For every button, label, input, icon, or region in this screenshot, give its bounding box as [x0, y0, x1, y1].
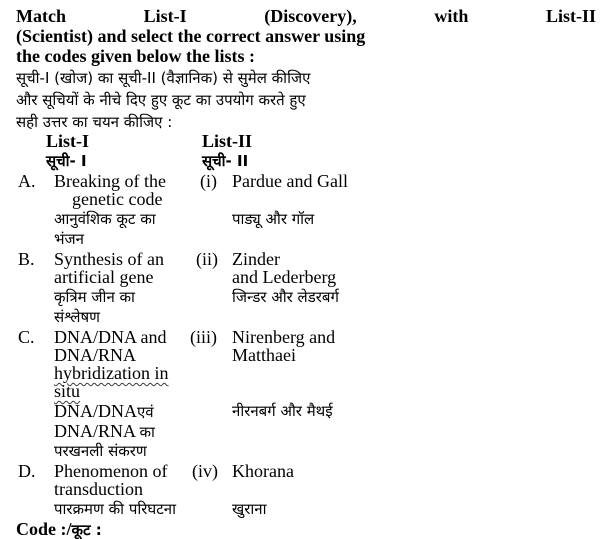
row-c-discovery-line-6 [54, 422, 155, 441]
row-c-numeral: (iii) [190, 327, 217, 347]
question-line-1 [16, 6, 596, 26]
row-c-text-hindi: का [139, 423, 155, 441]
question-word: List-I [143, 6, 187, 26]
question-word: with [434, 6, 469, 26]
row-d-discovery-line-1: Phenomenon of [54, 461, 168, 481]
question-word: Match [16, 6, 66, 26]
row-a-discovery-line-2: genetic code [72, 189, 163, 209]
row-c-discovery-hindi-7: परखनली संकरण [54, 442, 147, 460]
row-c-discovery-line-1: DNA/DNA and [54, 327, 167, 347]
question-word: List-II [545, 6, 596, 26]
row-c-scientist-line-2: Matthaei [232, 345, 296, 365]
row-c-text: DNA/DNA [54, 401, 137, 421]
row-b-discovery-line-1: Synthesis of an [54, 249, 164, 269]
row-c-discovery-line-5 [54, 402, 154, 421]
row-d-scientist: Khorana [232, 461, 294, 481]
row-a-discovery-hindi-1: आनुवंशिक कूट का [54, 210, 156, 228]
list-2-header: List-II [202, 131, 253, 151]
row-a-discovery-line-1: Breaking of the [54, 171, 166, 191]
question-hindi-line-2: और सूचियों के नीचे दिए हुए कूट का उपयोग करते हुए [16, 91, 306, 109]
row-d-letter: D. [18, 461, 36, 481]
question-hindi-line-3: सही उत्तर का चयन कीजिए : [16, 113, 173, 131]
row-c-scientist-hindi: नीरनबर्ग और मैथई [232, 402, 333, 420]
row-a-numeral: (i) [200, 171, 217, 191]
code-label [16, 520, 102, 539]
row-b-letter: B. [18, 249, 35, 269]
row-c-discovery-line-2: DNA/RNA [54, 345, 137, 365]
row-d-scientist-hindi: खुराना [232, 500, 267, 518]
row-c-text: DNA/RNA [54, 421, 140, 441]
row-c-discovery-line-3: hybridization in [54, 363, 169, 383]
code-label-hi: कूट : [71, 521, 102, 539]
row-a-discovery-hindi-2: भंजन [54, 230, 85, 248]
row-c-text-hindi: एवं [137, 403, 154, 421]
code-label-en: Code :/ [16, 519, 72, 539]
row-b-scientist-line-1: Zinder [232, 249, 280, 269]
row-c-scientist-line-1: Nirenberg and [232, 327, 336, 347]
row-d-discovery-hindi-1: पारक्रमण की परिघटना [54, 500, 176, 518]
row-c-letter: C. [18, 327, 35, 347]
row-b-discovery-line-2: artificial gene [54, 267, 154, 287]
row-b-discovery-hindi-1: कृत्रिम जीन का [54, 288, 135, 306]
list-1-header: List-I [46, 131, 90, 151]
row-a-letter: A. [18, 171, 36, 191]
row-c-discovery-line-4: situ [54, 381, 81, 401]
question-line-2: (Scientist) and select the correct answer using [16, 26, 366, 46]
row-d-discovery-line-2: transduction [54, 479, 143, 499]
question-hindi-line-1: सूची-I (खोज) का सूची-II (वैज्ञानिक) से सुमेल कीजिए [16, 69, 311, 87]
row-a-scientist: Pardue and Gall [232, 171, 348, 191]
question-line-3: the codes given below the lists : [16, 46, 255, 66]
row-d-numeral: (iv) [192, 461, 218, 481]
row-a-scientist-hindi: पाड्यू और गॉल [232, 210, 315, 228]
question-word: (Discovery), [264, 6, 357, 26]
row-b-numeral: (ii) [196, 249, 218, 269]
row-b-scientist-line-2: and Lederberg [232, 267, 337, 287]
row-b-discovery-hindi-2: संश्लेषण [54, 308, 101, 326]
row-b-scientist-hindi: जिन्डर और लेडरबर्ग [232, 288, 339, 306]
list-2-header-hindi: सूची- II [202, 152, 249, 170]
list-1-header-hindi: सूची- I [46, 152, 87, 170]
